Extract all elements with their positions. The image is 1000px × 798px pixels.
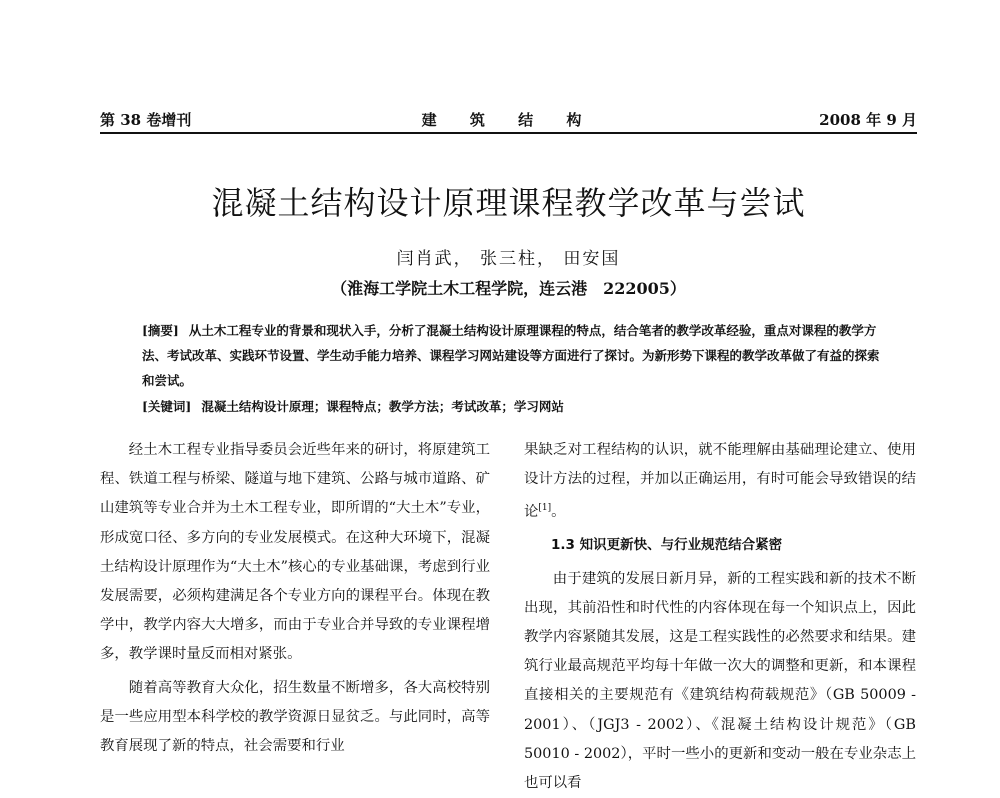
- citation-ref: [1]: [538, 503, 552, 514]
- header-rule: [100, 132, 917, 134]
- abstract-text: 从土木工程专业的背景和现状入手，分析了混凝土结构设计原理课程的特点，结合笔者的教学改革经验，重点对课程的教学方法、考试改革、实践环节设置、学生动手能力培养、课程学习网站建设等方面进行了探讨。为新形势下课程的教学改革做了有益的探索和尝试。: [142, 323, 880, 388]
- body-right-column: [524, 436, 916, 798]
- paragraph-text: 果缺乏对工程结构的认识，就不能理解由基础理论建立、使用设计方法的过程，并加以正确运用，有时可能会导致错误的结论: [524, 442, 916, 521]
- paragraph: [524, 436, 916, 527]
- abstract: [142, 318, 882, 393]
- paragraph-end: 。: [551, 504, 566, 521]
- authors: 闫肖武， 张三柱， 田安国: [396, 249, 621, 269]
- keywords: [142, 396, 882, 418]
- running-header: [100, 105, 917, 133]
- paragraph: 由于建筑的发展日新月异，新的工程实践和新的技术不断出现，其前沿性和时代性的内容体现在每一个知识点上，因此教学内容紧随其发展，这是工程实践性的必然要求和结果。建筑行业最高规范平均每十年做一次大的调整和更新，和本课程直接相关的主要规范有《建筑结构荷载规范》（GB 50009 - 2001）、（JGJ3 - 2002）、《混凝土结构设计规范》（GB 50010 - 2002），平时一些小的更新和变动一般在专业杂志上也可以看: [524, 570, 916, 792]
- paragraph: 经土木工程专业指导委员会近些年来的研讨，将原建筑工程、铁道工程与桥梁、隧道与地下建筑、公路与城市道路、矿山建筑等专业合并为土木工程专业，即所谓的“大土木”专业，形成宽口径、多方向的专业发展模式。在这种大环境下，混凝土结构设计原理作为“大土木”核心的专业基础课，考虑到行业发展需要，必须构建满足各个专业方向的课程平台。体现在教学中，教学内容大大增多，而由于专业合并导致的专业课程增多，教学课时量反而相对紧张。: [100, 442, 490, 663]
- journal-name: 建 筑 结 构: [421, 111, 596, 129]
- keywords-text: 混凝土结构设计原理；课程特点；教学方法；考试改革；学习网站: [201, 399, 564, 414]
- keywords-label: [关键词]: [142, 399, 192, 414]
- body-left-column: [100, 436, 490, 761]
- publication-date: 2008 年 9 月: [819, 111, 917, 129]
- paper-title: 混凝土结构设计原理课程教学改革与尝试: [211, 184, 806, 222]
- affiliation: （淮海工学院土木工程学院，连云港 222005）: [331, 279, 686, 298]
- journal-volume: 第 38 卷增刊: [100, 111, 192, 129]
- paragraph: 随着高等教育大众化，招生数量不断增多，各大高校特别是一些应用型本科学校的教学资源日显贫乏。与此同时，高等教育展现了新的特点，社会需要和行业: [100, 679, 490, 755]
- abstract-label: [摘要]: [142, 323, 179, 338]
- section-heading: 1.3 知识更新快、与行业规范结合紧密: [551, 537, 783, 554]
